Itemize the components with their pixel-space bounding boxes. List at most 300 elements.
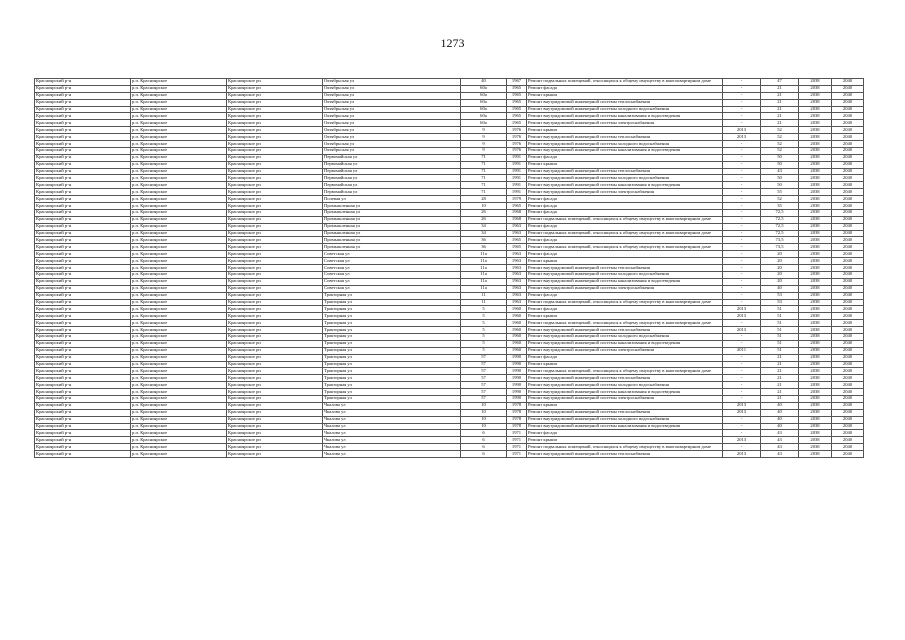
build-year-cell: 1991: [507, 168, 527, 175]
settlement-cell: р.п. Красноярское: [131, 333, 227, 340]
table-row: [35, 271, 864, 278]
build-year-cell: 1991: [507, 154, 527, 161]
build-year-cell: 1963: [507, 299, 527, 306]
house-number-cell: 57: [461, 375, 507, 382]
last-repair-year-cell: 2013: [723, 134, 761, 141]
build-year-cell: 1963: [507, 292, 527, 299]
district-cell: Красноярский р-н: [35, 340, 131, 347]
period-end-cell: 2040: [832, 292, 864, 299]
work-type-cell: Ремонт внутридомовой инженерной системы канализования и водоотведения: [527, 182, 723, 189]
work-type-cell: Ремонт внутридомовой инженерной системы холодного водоснабжения: [527, 271, 723, 278]
house-number-cell: 11а: [461, 265, 507, 272]
municipality-cell: Красноярское рп: [227, 375, 323, 382]
table-row: [35, 189, 864, 196]
house-number-cell: 6: [461, 437, 507, 444]
work-type-cell: Ремонт крыши: [527, 437, 723, 444]
table-row: [35, 120, 864, 127]
district-cell: Красноярский р-н: [35, 223, 131, 230]
municipality-cell: Красноярское рп: [227, 147, 323, 154]
period-end-cell: 2040: [832, 168, 864, 175]
table-row: [35, 320, 864, 327]
work-type-cell: Ремонт внутридомовой инженерной системы холодного водоснабжения: [527, 333, 723, 340]
build-year-cell: 1965: [507, 244, 527, 251]
last-repair-year-cell: 2013: [723, 402, 761, 409]
district-cell: Красноярский р-н: [35, 437, 131, 444]
municipality-cell: Красноярское рп: [227, 382, 323, 389]
build-year-cell: 1990: [507, 389, 527, 396]
build-year-cell: 1967: [507, 79, 527, 86]
municipality-cell: Красноярское рп: [227, 161, 323, 168]
last-repair-year-cell: -: [723, 354, 761, 361]
table-row: [35, 444, 864, 451]
work-type-cell: Ремонт внутридомовой инженерной системы канализования и водоотведения: [527, 389, 723, 396]
last-repair-year-cell: -: [723, 203, 761, 210]
period-end-cell: 2040: [832, 147, 864, 154]
period-start-cell: 2038: [799, 203, 832, 210]
street-cell: Промышленная ул: [323, 216, 461, 223]
table-row: [35, 175, 864, 182]
period-start-cell: 2038: [799, 92, 832, 99]
district-cell: Красноярский р-н: [35, 423, 131, 430]
settlement-cell: р.п. Красноярское: [131, 423, 227, 430]
last-repair-year-cell: -: [723, 120, 761, 127]
house-number-cell: 5: [461, 320, 507, 327]
district-cell: Красноярский р-н: [35, 175, 131, 182]
street-cell: Чкалова ул: [323, 451, 461, 458]
street-cell: Тракторная ул: [323, 375, 461, 382]
period-end-cell: 2040: [832, 333, 864, 340]
work-type-cell: Ремонт внутридомовой инженерной системы канализования и водоотведения: [527, 278, 723, 285]
work-type-cell: Ремонт внутридомовой инженерной системы электроснабжения: [527, 347, 723, 354]
district-cell: Красноярский р-н: [35, 161, 131, 168]
street-cell: Промышленная ул: [323, 223, 461, 230]
street-cell: Первомайская ул: [323, 168, 461, 175]
value-cell: 50: [761, 175, 799, 182]
last-repair-year-cell: -: [723, 285, 761, 292]
work-type-cell: Ремонт фасада: [527, 223, 723, 230]
work-type-cell: Ремонт внутридомовой инженерной системы электроснабжения: [527, 120, 723, 127]
settlement-cell: р.п. Красноярское: [131, 147, 227, 154]
table-row: [35, 340, 864, 347]
value-cell: 73,5: [761, 244, 799, 251]
street-cell: Промышленная ул: [323, 237, 461, 244]
municipality-cell: Красноярское рп: [227, 265, 323, 272]
house-number-cell: 5: [461, 327, 507, 334]
settlement-cell: р.п. Красноярское: [131, 244, 227, 251]
house-number-cell: 71: [461, 182, 507, 189]
table-row: [35, 423, 864, 430]
table-row: [35, 147, 864, 154]
period-end-cell: 2040: [832, 120, 864, 127]
settlement-cell: р.п. Красноярское: [131, 141, 227, 148]
period-start-cell: 2038: [799, 320, 832, 327]
period-end-cell: 2040: [832, 347, 864, 354]
district-cell: Красноярский р-н: [35, 389, 131, 396]
house-number-cell: 10: [461, 203, 507, 210]
house-number-cell: 5: [461, 347, 507, 354]
build-year-cell: 1965: [507, 203, 527, 210]
work-type-cell: Ремонт внутридомовой инженерной системы холодного водоснабжения: [527, 141, 723, 148]
period-start-cell: 2038: [799, 375, 832, 382]
build-year-cell: 1965: [507, 99, 527, 106]
municipality-cell: Красноярское рп: [227, 258, 323, 265]
street-cell: Тракторная ул: [323, 327, 461, 334]
street-cell: Октябрьская ул: [323, 134, 461, 141]
house-number-cell: 71: [461, 154, 507, 161]
municipality-cell: Красноярское рп: [227, 113, 323, 120]
period-start-cell: 2038: [799, 313, 832, 320]
period-start-cell: 2038: [799, 430, 832, 437]
period-start-cell: 2038: [799, 402, 832, 409]
work-type-cell: Ремонт фасада: [527, 430, 723, 437]
district-cell: Красноярский р-н: [35, 278, 131, 285]
district-cell: Красноярский р-н: [35, 271, 131, 278]
work-type-cell: Ремонт внутридомовой инженерной системы теплоснабжения: [527, 168, 723, 175]
period-end-cell: 2040: [832, 409, 864, 416]
settlement-cell: р.п. Красноярское: [131, 278, 227, 285]
last-repair-year-cell: -: [723, 237, 761, 244]
municipality-cell: Красноярское рп: [227, 134, 323, 141]
period-end-cell: 2040: [832, 113, 864, 120]
value-cell: 50: [761, 154, 799, 161]
district-cell: Красноярский р-н: [35, 395, 131, 402]
build-year-cell: 1960: [507, 306, 527, 313]
work-type-cell: Ремонт крыши: [527, 127, 723, 134]
district-cell: Красноярский р-н: [35, 299, 131, 306]
work-type-cell: Ремонт подвальных помещений, относящихся к общему имуществу в многоквартирном доме: [527, 244, 723, 251]
table-row: [35, 306, 864, 313]
last-repair-year-cell: -: [723, 79, 761, 86]
district-cell: Красноярский р-н: [35, 168, 131, 175]
house-number-cell: 9: [461, 147, 507, 154]
period-end-cell: 2040: [832, 106, 864, 113]
period-start-cell: 2038: [799, 230, 832, 237]
build-year-cell: 1979: [507, 196, 527, 203]
last-repair-year-cell: -: [723, 85, 761, 92]
municipality-cell: Красноярское рп: [227, 251, 323, 258]
build-year-cell: 1960: [507, 347, 527, 354]
table-row: [35, 368, 864, 375]
district-cell: Красноярский р-н: [35, 320, 131, 327]
house-number-cell: 9: [461, 141, 507, 148]
municipality-cell: Красноярское рп: [227, 244, 323, 251]
settlement-cell: р.п. Красноярское: [131, 327, 227, 334]
district-cell: Красноярский р-н: [35, 134, 131, 141]
last-repair-year-cell: -: [723, 375, 761, 382]
period-end-cell: 2040: [832, 216, 864, 223]
table-row: [35, 85, 864, 92]
street-cell: Промышленная ул: [323, 244, 461, 251]
municipality-cell: Красноярское рп: [227, 333, 323, 340]
period-end-cell: 2040: [832, 127, 864, 134]
settlement-cell: р.п. Красноярское: [131, 271, 227, 278]
build-year-cell: 1965: [507, 106, 527, 113]
table-row: [35, 430, 864, 437]
municipality-cell: Красноярское рп: [227, 444, 323, 451]
value-cell: 21: [761, 92, 799, 99]
value-cell: 52: [761, 141, 799, 148]
period-start-cell: 2038: [799, 292, 832, 299]
value-cell: 43: [761, 437, 799, 444]
period-start-cell: 2038: [799, 182, 832, 189]
street-cell: Чкалова ул: [323, 416, 461, 423]
build-year-cell: 1963: [507, 265, 527, 272]
work-type-cell: Ремонт внутридомовой инженерной системы теплоснабжения: [527, 451, 723, 458]
period-start-cell: 2038: [799, 368, 832, 375]
house-number-cell: 71: [461, 189, 507, 196]
municipality-cell: Красноярское рп: [227, 99, 323, 106]
period-start-cell: 2038: [799, 285, 832, 292]
municipality-cell: Красноярское рп: [227, 79, 323, 86]
last-repair-year-cell: -: [723, 382, 761, 389]
work-type-cell: Ремонт фасада: [527, 251, 723, 258]
work-type-cell: Ремонт крыши: [527, 313, 723, 320]
house-number-cell: 60а: [461, 92, 507, 99]
house-number-cell: 5: [461, 340, 507, 347]
value-cell: 51: [761, 313, 799, 320]
settlement-cell: р.п. Красноярское: [131, 209, 227, 216]
period-start-cell: 2038: [799, 389, 832, 396]
street-cell: Тракторная ул: [323, 382, 461, 389]
period-end-cell: 2040: [832, 389, 864, 396]
value-cell: 72,5: [761, 209, 799, 216]
build-year-cell: 1978: [507, 402, 527, 409]
house-number-cell: 36: [461, 237, 507, 244]
district-cell: Красноярский р-н: [35, 451, 131, 458]
value-cell: 72,5: [761, 223, 799, 230]
last-repair-year-cell: 2013: [723, 409, 761, 416]
last-repair-year-cell: 2011: [723, 347, 761, 354]
settlement-cell: р.п. Красноярское: [131, 430, 227, 437]
build-year-cell: 1965: [507, 85, 527, 92]
period-start-cell: 2038: [799, 209, 832, 216]
settlement-cell: р.п. Красноярское: [131, 127, 227, 134]
settlement-cell: р.п. Красноярское: [131, 389, 227, 396]
last-repair-year-cell: -: [723, 147, 761, 154]
period-end-cell: 2040: [832, 237, 864, 244]
street-cell: Первомайская ул: [323, 154, 461, 161]
house-number-cell: 28: [461, 196, 507, 203]
district-cell: Красноярский р-н: [35, 347, 131, 354]
period-start-cell: 2038: [799, 237, 832, 244]
build-year-cell: 1960: [507, 333, 527, 340]
period-start-cell: 2038: [799, 306, 832, 313]
work-type-cell: Ремонт крыши: [527, 361, 723, 368]
build-year-cell: 1976: [507, 147, 527, 154]
district-cell: Красноярский р-н: [35, 368, 131, 375]
build-year-cell: 1976: [507, 127, 527, 134]
table-row: [35, 395, 864, 402]
build-year-cell: 1963: [507, 278, 527, 285]
work-type-cell: Ремонт внутридомовой инженерной системы канализования и водоотведения: [527, 423, 723, 430]
settlement-cell: р.п. Красноярское: [131, 306, 227, 313]
table-row: [35, 106, 864, 113]
value-cell: 52: [761, 134, 799, 141]
house-number-cell: 57: [461, 361, 507, 368]
build-year-cell: 1971: [507, 451, 527, 458]
table-row: [35, 209, 864, 216]
municipality-cell: Красноярское рп: [227, 306, 323, 313]
settlement-cell: р.п. Красноярское: [131, 395, 227, 402]
street-cell: Советская ул: [323, 251, 461, 258]
settlement-cell: р.п. Красноярское: [131, 223, 227, 230]
last-repair-year-cell: -: [723, 258, 761, 265]
settlement-cell: р.п. Красноярское: [131, 134, 227, 141]
street-cell: Тракторная ул: [323, 347, 461, 354]
house-number-cell: 5: [461, 306, 507, 313]
street-cell: Чкалова ул: [323, 402, 461, 409]
district-cell: Красноярский р-н: [35, 85, 131, 92]
last-repair-year-cell: 2013: [723, 451, 761, 458]
municipality-cell: Красноярское рп: [227, 299, 323, 306]
house-number-cell: 10: [461, 402, 507, 409]
street-cell: Тракторная ул: [323, 299, 461, 306]
value-cell: 52: [761, 196, 799, 203]
period-start-cell: 2038: [799, 216, 832, 223]
municipality-cell: Красноярское рп: [227, 271, 323, 278]
table-row: [35, 113, 864, 120]
period-end-cell: 2040: [832, 340, 864, 347]
period-start-cell: 2038: [799, 113, 832, 120]
table-row: [35, 382, 864, 389]
district-cell: Красноярский р-н: [35, 189, 131, 196]
house-number-cell: 10: [461, 423, 507, 430]
last-repair-year-cell: -: [723, 92, 761, 99]
build-year-cell: 1960: [507, 320, 527, 327]
table-row: [35, 223, 864, 230]
period-end-cell: 2040: [832, 196, 864, 203]
value-cell: 52: [761, 127, 799, 134]
work-type-cell: Ремонт фасада: [527, 209, 723, 216]
build-year-cell: 1963: [507, 285, 527, 292]
settlement-cell: р.п. Красноярское: [131, 402, 227, 409]
street-cell: Советская ул: [323, 265, 461, 272]
period-end-cell: 2040: [832, 416, 864, 423]
period-start-cell: 2038: [799, 106, 832, 113]
street-cell: Октябрьская ул: [323, 79, 461, 86]
table-row: [35, 451, 864, 458]
last-repair-year-cell: -: [723, 416, 761, 423]
value-cell: 20: [761, 258, 799, 265]
build-year-cell: 1963: [507, 230, 527, 237]
work-type-cell: Ремонт подвальных помещений, относящихся к общему имуществу в многоквартирном доме: [527, 320, 723, 327]
work-type-cell: Ремонт внутридомовой инженерной системы теплоснабжения: [527, 134, 723, 141]
street-cell: Советская ул: [323, 271, 461, 278]
settlement-cell: р.п. Красноярское: [131, 161, 227, 168]
value-cell: 21: [761, 113, 799, 120]
settlement-cell: р.п. Красноярское: [131, 196, 227, 203]
period-start-cell: 2038: [799, 189, 832, 196]
street-cell: Промышленная ул: [323, 209, 461, 216]
value-cell: 21: [761, 375, 799, 382]
table-row: [35, 99, 864, 106]
build-year-cell: 1971: [507, 444, 527, 451]
house-number-cell: 11: [461, 299, 507, 306]
build-year-cell: 1965: [507, 120, 527, 127]
municipality-cell: Красноярское рп: [227, 168, 323, 175]
district-cell: Красноярский р-н: [35, 106, 131, 113]
municipality-cell: Красноярское рп: [227, 141, 323, 148]
settlement-cell: р.п. Красноярское: [131, 375, 227, 382]
period-end-cell: 2040: [832, 313, 864, 320]
settlement-cell: р.п. Красноярское: [131, 299, 227, 306]
period-start-cell: 2038: [799, 99, 832, 106]
period-start-cell: 2038: [799, 354, 832, 361]
district-cell: Красноярский р-н: [35, 354, 131, 361]
period-end-cell: 2040: [832, 306, 864, 313]
period-end-cell: 2040: [832, 430, 864, 437]
district-cell: Красноярский р-н: [35, 327, 131, 334]
last-repair-year-cell: -: [723, 265, 761, 272]
table-row: [35, 402, 864, 409]
value-cell: 51: [761, 333, 799, 340]
district-cell: Красноярский р-н: [35, 265, 131, 272]
value-cell: 20: [761, 265, 799, 272]
period-start-cell: 2038: [799, 223, 832, 230]
house-number-cell: 71: [461, 161, 507, 168]
district-cell: Красноярский р-н: [35, 120, 131, 127]
period-start-cell: 2038: [799, 196, 832, 203]
build-year-cell: 1971: [507, 437, 527, 444]
municipality-cell: Красноярское рп: [227, 451, 323, 458]
street-cell: Октябрьская ул: [323, 106, 461, 113]
work-type-cell: Ремонт крыши: [527, 92, 723, 99]
build-year-cell: 1968: [507, 216, 527, 223]
street-cell: Первомайская ул: [323, 182, 461, 189]
value-cell: 21: [761, 106, 799, 113]
house-number-cell: 60а: [461, 85, 507, 92]
municipality-cell: Красноярское рп: [227, 395, 323, 402]
period-end-cell: 2040: [832, 258, 864, 265]
municipality-cell: Красноярское рп: [227, 423, 323, 430]
street-cell: Октябрьская ул: [323, 113, 461, 120]
build-year-cell: 1965: [507, 237, 527, 244]
build-year-cell: 1968: [507, 209, 527, 216]
value-cell: 43: [761, 430, 799, 437]
municipality-cell: Красноярское рп: [227, 285, 323, 292]
period-end-cell: 2040: [832, 175, 864, 182]
house-number-cell: 11а: [461, 278, 507, 285]
value-cell: 72,5: [761, 230, 799, 237]
table-row: [35, 258, 864, 265]
house-number-cell: 40: [461, 79, 507, 86]
last-repair-year-cell: -: [723, 340, 761, 347]
last-repair-year-cell: -: [723, 389, 761, 396]
last-repair-year-cell: -: [723, 251, 761, 258]
municipality-cell: Красноярское рп: [227, 340, 323, 347]
settlement-cell: р.п. Красноярское: [131, 451, 227, 458]
work-type-cell: Ремонт подвальных помещений, относящихся к общему имуществу в многоквартирном доме: [527, 230, 723, 237]
municipality-cell: Красноярское рп: [227, 347, 323, 354]
work-type-cell: Ремонт фасада: [527, 154, 723, 161]
street-cell: Октябрьская ул: [323, 99, 461, 106]
value-cell: 53: [761, 292, 799, 299]
value-cell: 50: [761, 182, 799, 189]
build-year-cell: 1960: [507, 327, 527, 334]
period-end-cell: 2040: [832, 375, 864, 382]
period-start-cell: 2038: [799, 299, 832, 306]
municipality-cell: Красноярское рп: [227, 361, 323, 368]
district-cell: Красноярский р-н: [35, 216, 131, 223]
period-start-cell: 2038: [799, 361, 832, 368]
district-cell: Красноярский р-н: [35, 251, 131, 258]
value-cell: 21: [761, 120, 799, 127]
period-end-cell: 2040: [832, 320, 864, 327]
work-type-cell: Ремонт подвальных помещений, относящихся к общему имуществу в многоквартирном доме: [527, 79, 723, 86]
house-number-cell: 60а: [461, 106, 507, 113]
table-row: [35, 299, 864, 306]
work-type-cell: Ремонт подвальных помещений, относящихся к общему имуществу в многоквартирном доме: [527, 368, 723, 375]
